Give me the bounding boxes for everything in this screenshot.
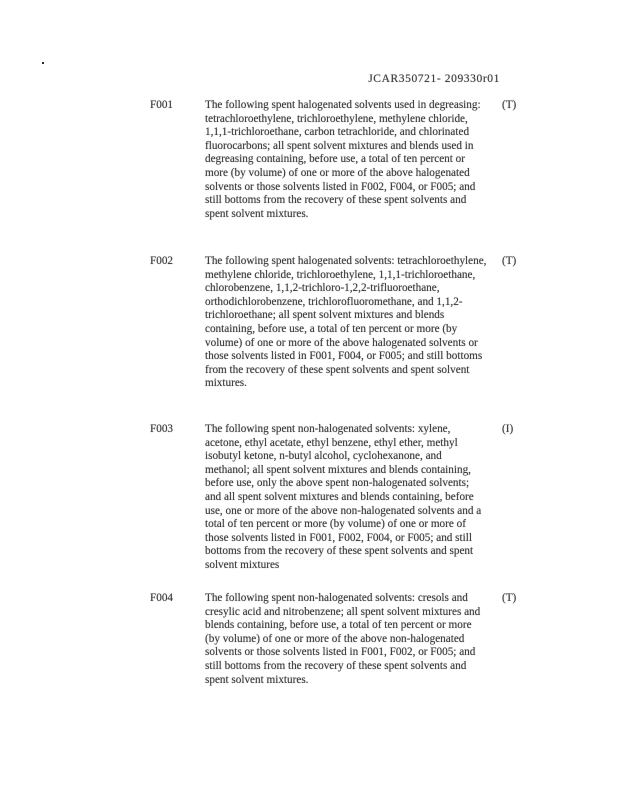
waste-description: The following spent non-halogenated solvents: cresols and cresylic acid and nitrobenzene; all spent solvent mixtures and blends containing, before use, a total of ten percent or more (by volume) of one or more of the above non-halogenated solvents or those solvents listed in F001, F002, or F005; and still bottoms from the recovery of these spent solvents and spent solvent mixtures.	[205, 592, 481, 686]
scan-artifact-speck	[42, 62, 44, 64]
waste-code: F001	[150, 99, 174, 111]
waste-code: F003	[150, 423, 174, 435]
waste-code: F002	[150, 255, 174, 267]
waste-description: The following spent halogenated solvents used in degreasing: tetrachloroethylene, trichloroethylene, methylene chloride, 1,1,1-trichloroethane, carbon tetrachloride, and chlorinated fluorocarbons; all spent solvent mixtures and blends used in degreasing containing, before use, a total of ten percent or more (by volume) of one or more of the above halogenated solvents or those solvents listed in F002, F004, or F005; and still bottoms from the recovery of these spent solvents and spent solvent mixtures.	[205, 99, 481, 220]
waste-description: The following spent non-halogenated solvents: xylene, acetone, ethyl acetate, ethyl benzene, ethyl ether, methyl isobutyl ketone, n-butyl alcohol, cyclohexanone, and methanol; all spent solvent mixtures and blends containing, before use, only the above spent non-halogenated solvents; and all spent solvent mixtures and blends containing, before use, one or more of the above non-halogenated solvents and a total of ten percent or more (by volume) of one or more of those solvents listed in F001, F002, F004, or F005; and still bottoms from the recovery of these spent solvents and spent solvent mixtures	[205, 423, 482, 571]
hazard-code: (I)	[502, 423, 514, 435]
hazard-code: (T)	[502, 99, 517, 111]
document-reference-number: JCAR350721- 209330r01	[368, 73, 500, 85]
waste-code: F004	[150, 592, 174, 604]
hazard-code: (T)	[502, 255, 517, 267]
waste-description: The following spent halogenated solvents: tetrachloroethylene, methylene chloride, trichloroethylene, 1,1,1-trichloroethane, chlorobenzene, 1,1,2-trichloro-1,2,2-trifluoroethane, orthodichlorobenzene, trichlorofluoromethane, and 1,1,2-trichloroethane; all spent solvent mixtures and blends containing, before use, a total of ten percent or more (by volume) of one or more of the above halogenated solvents or those solvents listed in F001, F004, or F005; and still bottoms from the recovery of these spent solvents and spent solvent mixtures.	[205, 255, 487, 390]
hazard-code: (T)	[502, 592, 517, 604]
